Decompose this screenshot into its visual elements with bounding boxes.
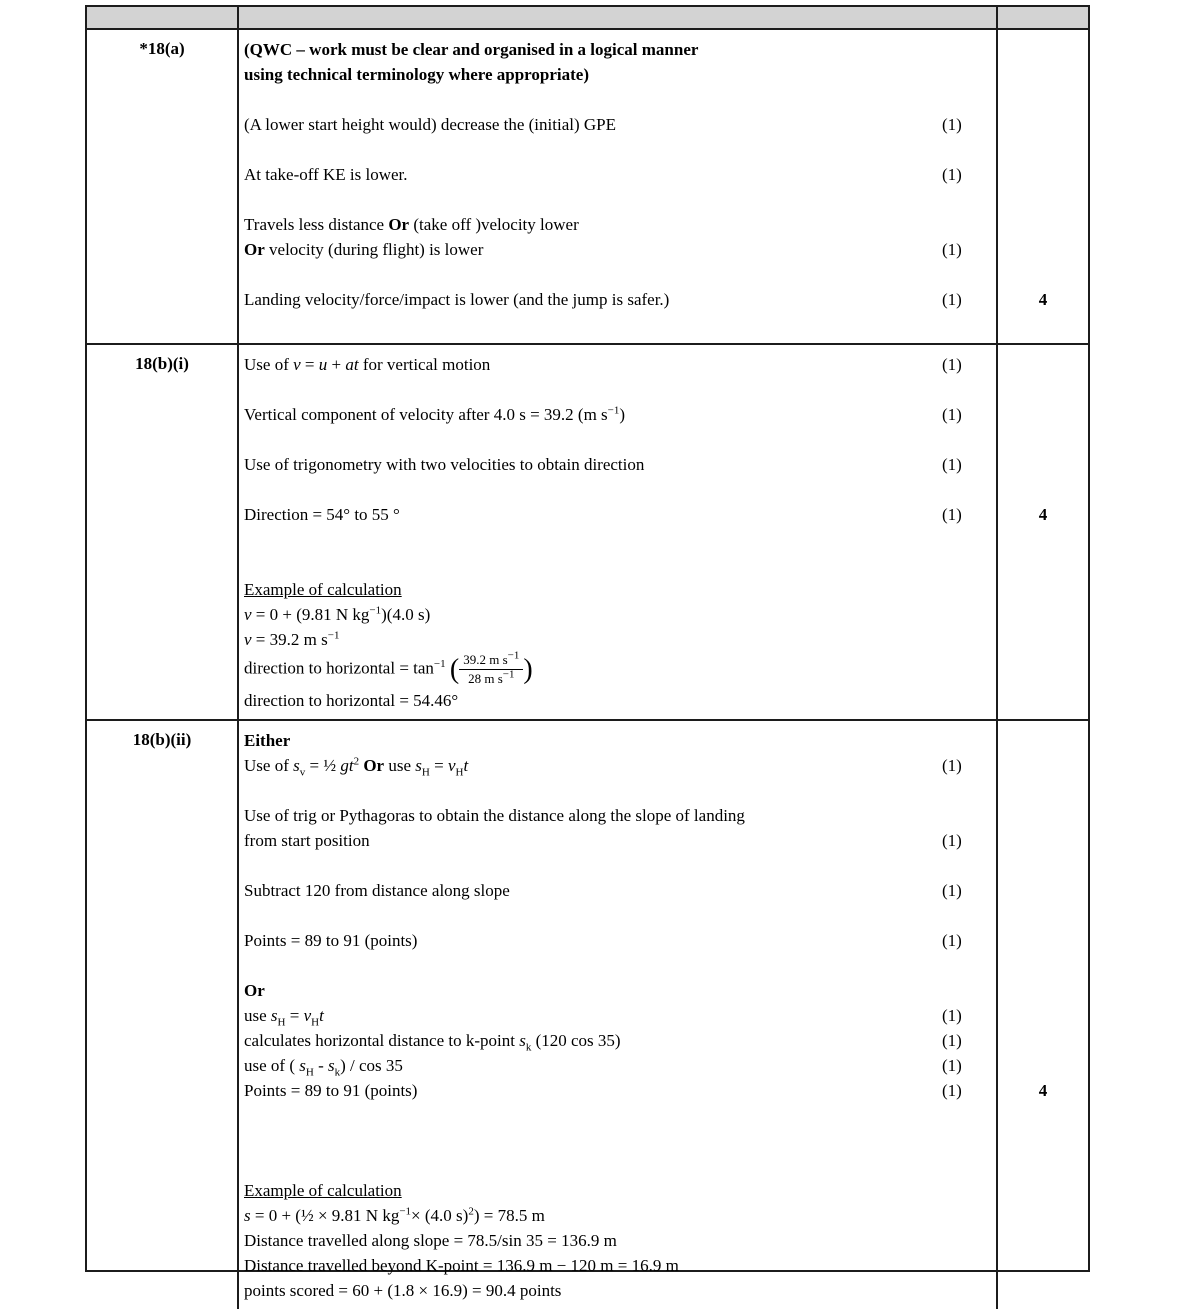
mark-value: (1) xyxy=(942,1055,962,1075)
answer-line xyxy=(239,162,1088,187)
answer-line xyxy=(239,402,1088,427)
mark-value: (1) xyxy=(942,1005,962,1025)
answer-line xyxy=(239,1078,1088,1103)
question-row xyxy=(87,343,1088,719)
answer-line xyxy=(239,649,1088,688)
answer-line xyxy=(239,477,1088,502)
answer-text: use of ( $s_H - s_k$) / cos 35 xyxy=(244,1055,403,1078)
mark-value: (1) xyxy=(942,930,962,950)
total-mark: 4 xyxy=(1038,505,1048,524)
mark-value: (1) xyxy=(942,1080,962,1100)
total-mark: 4 xyxy=(1038,290,1048,309)
answer-line xyxy=(239,87,1088,112)
answer-line xyxy=(239,312,1088,337)
answer-cell xyxy=(239,345,1088,719)
answer-text: Distance travelled beyond K-point = 136.9 m − 120 m = 16.9 m xyxy=(244,1255,679,1275)
mark-value: (1) xyxy=(942,405,962,424)
answer-line xyxy=(239,878,1088,903)
answer-line xyxy=(239,1203,1088,1228)
answer-text: At take-off KE is lower. xyxy=(244,165,408,184)
answer-text: Use of v = u + at for vertical motion xyxy=(244,355,491,374)
answer-text: Direction = 54° to 55 ° xyxy=(244,505,400,524)
column-divider xyxy=(996,30,998,343)
answer-line xyxy=(239,627,1088,652)
question-number: 18(b)(ii) xyxy=(87,721,239,1309)
answer-text: Example of calculation xyxy=(244,580,402,599)
mark-value: (1) xyxy=(942,755,962,775)
answer-text: Points = 89 to 91 (points) xyxy=(244,1080,418,1100)
answer-line xyxy=(239,427,1088,452)
mark-value: (1) xyxy=(942,1030,962,1050)
answer-line xyxy=(239,953,1088,978)
answer-line xyxy=(239,1153,1088,1178)
answer-text: Either xyxy=(244,730,291,750)
header-answer-cell xyxy=(239,7,1088,28)
answer-line xyxy=(239,1028,1088,1053)
answer-cell xyxy=(239,721,1088,1309)
answer-line xyxy=(239,552,1088,577)
answer-line xyxy=(239,577,1088,602)
header-question-cell xyxy=(87,7,239,28)
answer-line xyxy=(239,728,1088,753)
answer-line xyxy=(239,262,1088,287)
answer-text: Use of $s_v$ = ½ $gt^2$ Or use $s_H = v_Ht$ xyxy=(244,754,469,778)
answer-line xyxy=(239,853,1088,878)
answer-line xyxy=(239,527,1088,552)
answer-text: Subtract 120 from distance along slope xyxy=(244,880,510,900)
answer-text: v = 0 + (9.81 N $kg^{-1})(4.0$ s) xyxy=(244,604,431,624)
mark-value: (1) xyxy=(942,830,962,850)
answer-text: s = 0 + (½ × 9.81 N $kg^{-1}\times (4.0$ s)$^2$) = 78.5 m xyxy=(244,1204,545,1225)
answer-line xyxy=(239,112,1088,137)
question-row xyxy=(87,719,1088,1309)
answer-text: direction to horizontal = 54.46° xyxy=(244,690,459,710)
answer-line xyxy=(239,1253,1088,1278)
answer-line xyxy=(239,688,1088,713)
answer-line xyxy=(239,978,1088,1003)
answer-line xyxy=(239,1278,1088,1303)
answer-line xyxy=(239,903,1088,928)
mark-value: (1) xyxy=(942,165,962,184)
answer-line xyxy=(239,352,1088,377)
question-row xyxy=(87,30,1088,343)
answer-text: direction to horizontal = $\tan^{-1}$ ( $\frac{39.2 m s^{-1}}{28 m s^{-1}}$ ) xyxy=(244,649,533,687)
answer-text: Vertical component of velocity after 4.0 s = 39.2 (m $s^{-1}$) xyxy=(244,404,626,424)
answer-line xyxy=(239,287,1088,312)
answer-text: Distance travelled along slope = 78.5/sin 35 = 136.9 m xyxy=(244,1230,617,1250)
answer-line xyxy=(239,1178,1088,1203)
answer-line xyxy=(239,212,1088,262)
answer-line xyxy=(239,1053,1088,1078)
column-divider xyxy=(996,345,998,719)
answer-line xyxy=(239,778,1088,803)
answer-line xyxy=(239,452,1088,477)
answer-text: v = 39.2 m $s^{-1}$ xyxy=(244,629,340,649)
answer-text: Use of trigonometry with two velocities to obtain direction xyxy=(244,455,645,474)
answer-text: Landing velocity/force/impact is lower (and the jump is safer.) xyxy=(244,290,670,309)
answer-line xyxy=(239,1003,1088,1028)
mark-value: (1) xyxy=(942,455,962,474)
total-mark: 4 xyxy=(1038,1080,1048,1100)
table-header-row xyxy=(87,7,1088,30)
mark-value: (1) xyxy=(942,505,962,524)
answer-line xyxy=(239,377,1088,402)
column-divider xyxy=(996,721,998,1309)
mark-value: (1) xyxy=(942,240,962,259)
table-body xyxy=(87,30,1088,1309)
answer-line xyxy=(239,1103,1088,1128)
answer-text: (QWC – work must be clear and organised in a logical manner using technical terminology where appropriate) xyxy=(244,40,699,84)
answer-text: Example of calculation xyxy=(244,1180,402,1200)
answer-line xyxy=(239,137,1088,162)
answer-text: use $s_H = v_Ht$ xyxy=(244,1005,324,1028)
answer-line xyxy=(239,1228,1088,1253)
answer-text: points scored = 60 + (1.8 × 16.9) = 90.4 points xyxy=(244,1280,562,1300)
mark-value: (1) xyxy=(942,355,962,374)
answer-line xyxy=(239,928,1088,953)
mark-scheme-table xyxy=(85,5,1090,1300)
answer-text: Or xyxy=(244,980,265,1000)
mark-value: (1) xyxy=(942,115,962,134)
answer-line xyxy=(239,602,1088,627)
answer-text: Points = 89 to 91 (points) xyxy=(244,930,418,950)
answer-line xyxy=(239,187,1088,212)
answer-line xyxy=(239,502,1088,527)
answer-line xyxy=(239,1128,1088,1153)
question-number: 18(b)(i) xyxy=(87,345,239,719)
answer-text: (A lower start height would) decrease the (initial) GPE xyxy=(244,115,616,134)
mark-value: (1) xyxy=(942,880,962,900)
answer-line xyxy=(239,753,1088,778)
answer-line xyxy=(239,37,1088,87)
header-column-divider xyxy=(996,7,998,28)
answer-cell xyxy=(239,30,1088,343)
answer-text: calculates horizontal distance to k-point $s_k$ (120 cos 35) xyxy=(244,1030,621,1053)
answer-text: Travels less distance Or (take off )velocity lower Or velocity (during flight) is lower xyxy=(244,215,579,259)
mark-value: (1) xyxy=(942,290,962,309)
answer-line xyxy=(239,803,1088,853)
answer-text: Use of trig or Pythagoras to obtain the distance along the slope of landing from start position xyxy=(244,805,745,850)
question-number: *18(a) xyxy=(87,30,239,343)
